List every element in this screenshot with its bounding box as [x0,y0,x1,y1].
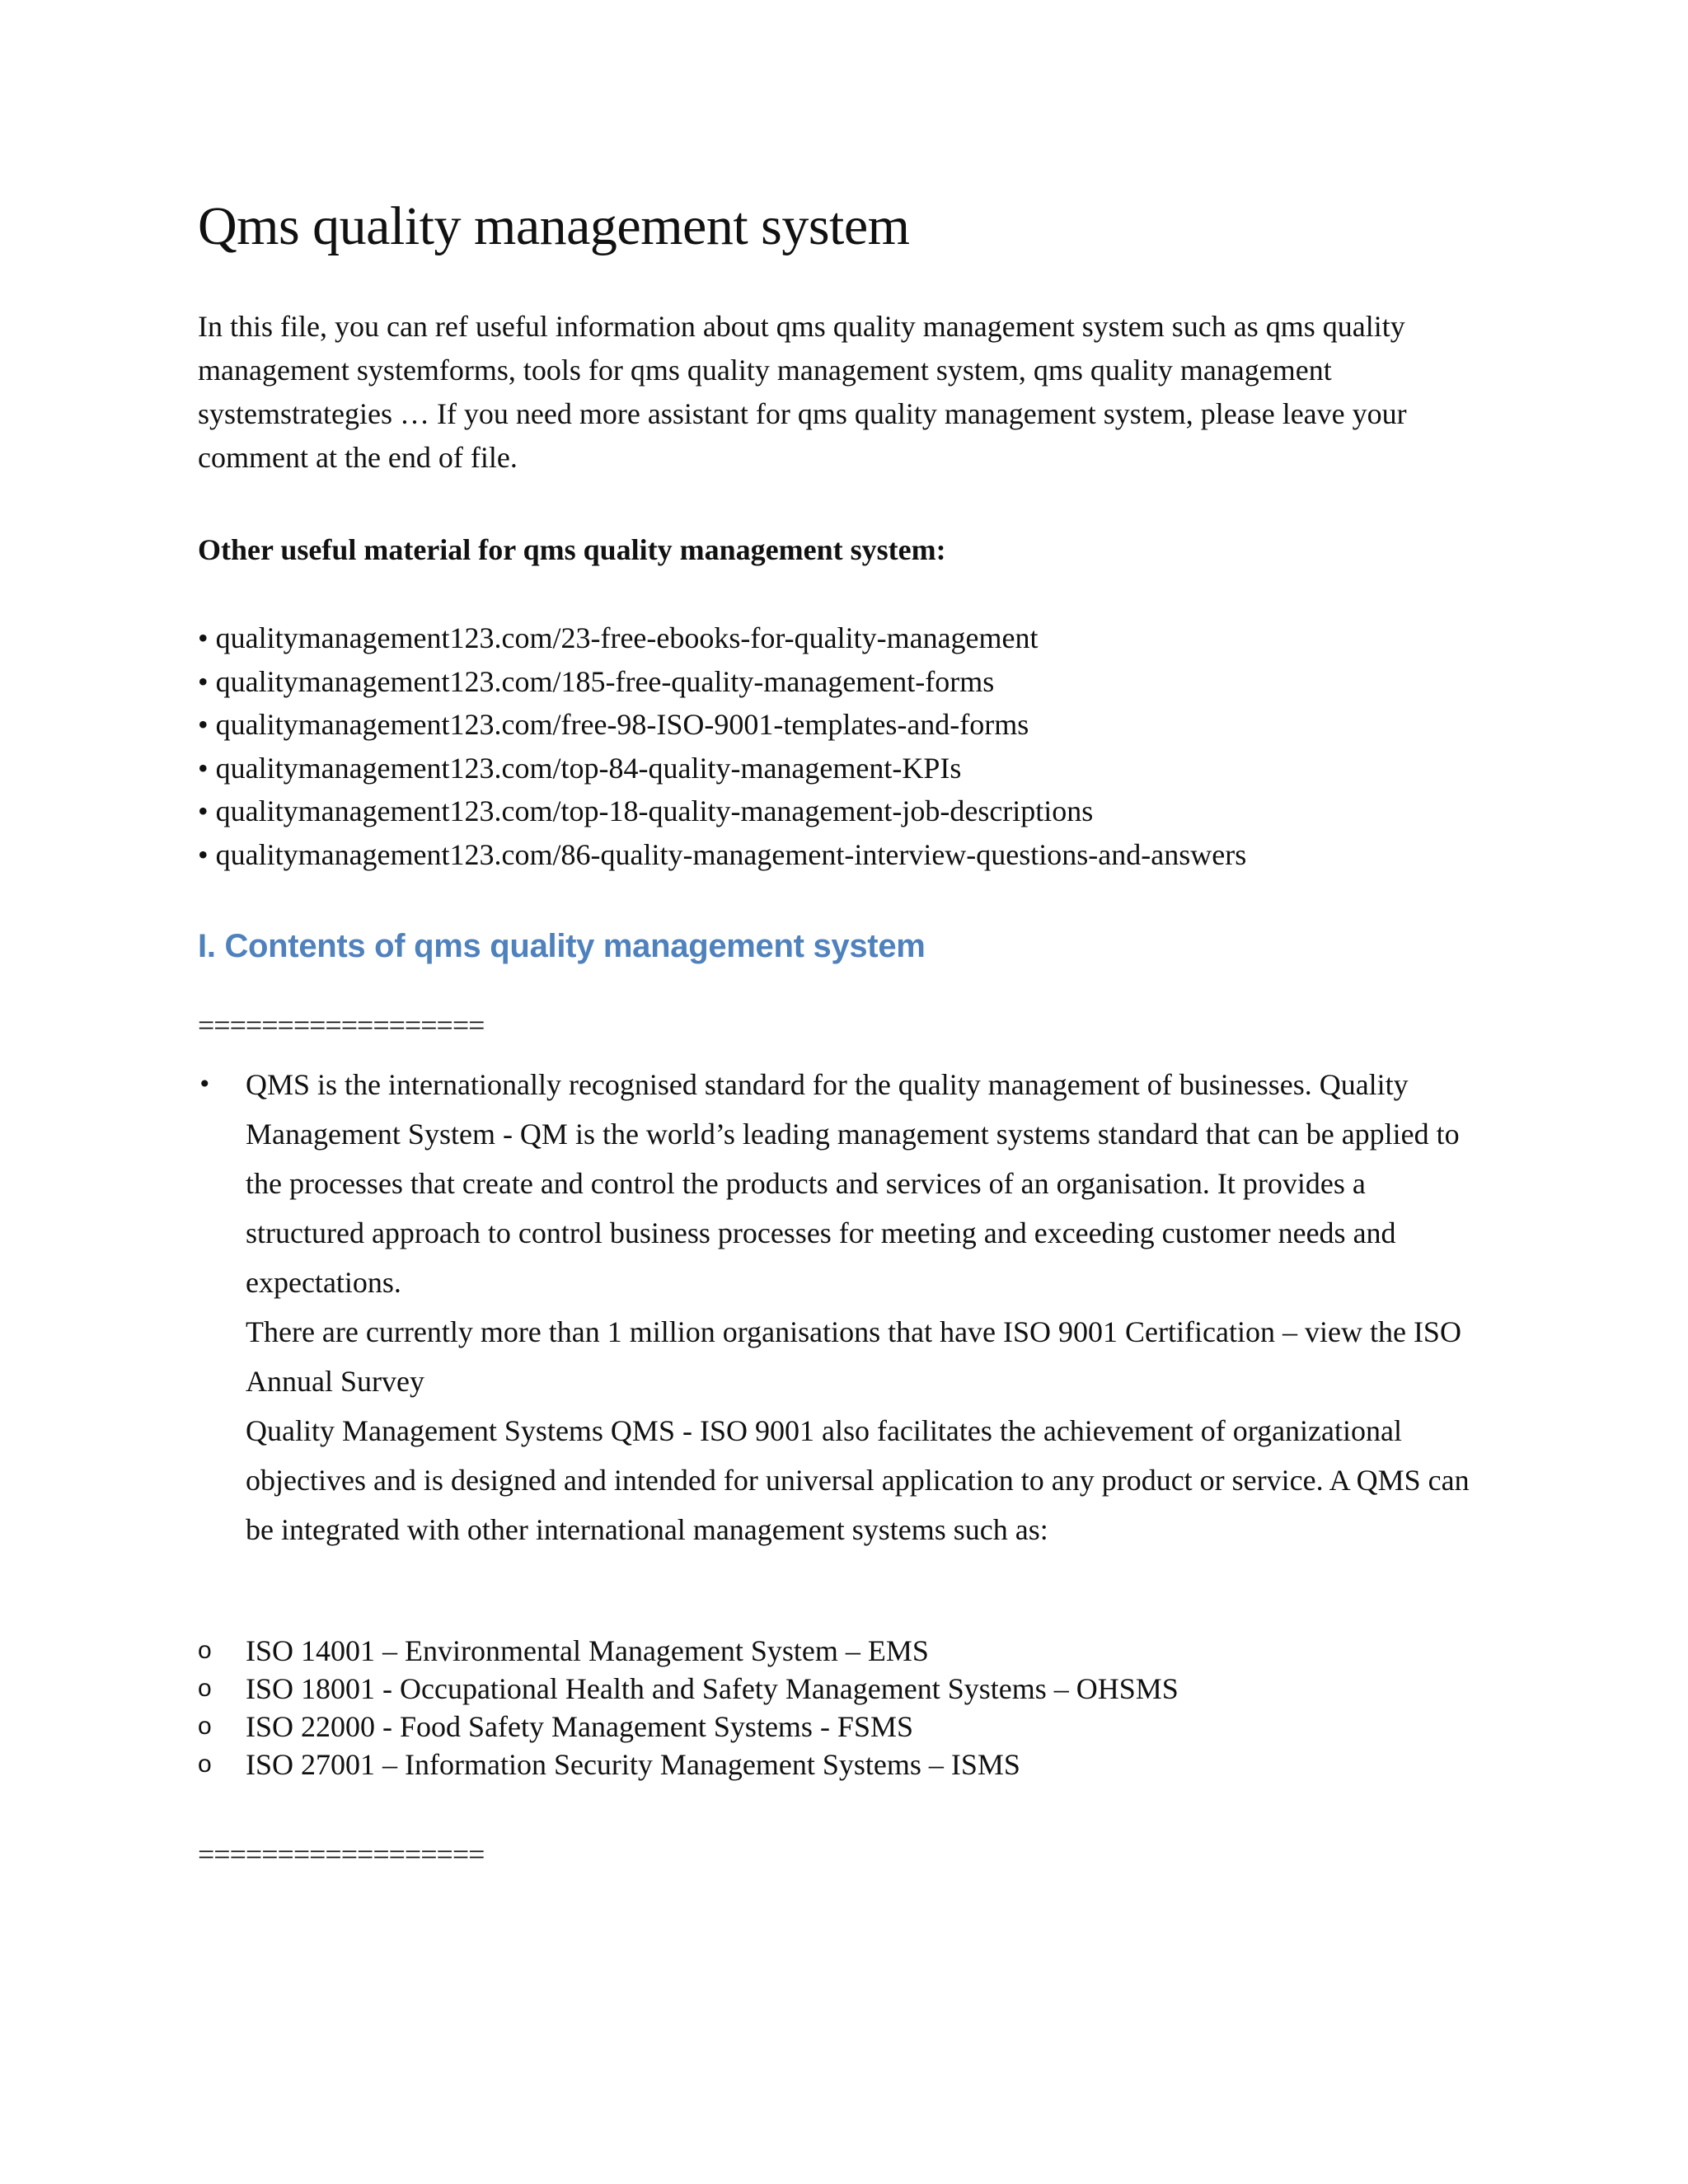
resource-link-item[interactable]: • qualitymanagement123.com/top-18-quality-management-job-descriptions [198,794,1094,827]
bullet-paragraph: There are currently more than 1 million organisations that have ISO 9001 Certification – view the ISO Annual Survey [246,1315,1461,1398]
bullet-text [246,1060,1484,1554]
section-heading: I. Contents of qms quality management system [198,928,926,964]
other-material-heading: Other useful material for qms quality management system: [198,533,946,566]
intro-paragraph: In this file, you can ref useful information about qms quality management system such as qms quality management systemforms, tools for qms quality management system, qms quality management systemstrategies … If you need more assistant for qms quality management system, please leave your comment at the end of file. [198,310,1407,474]
iso-standards-list [198,1632,1179,1783]
resource-link-item[interactable]: • qualitymanagement123.com/86-quality-management-interview-questions-and-answers [198,837,1247,871]
iso-standard-text: ISO 27001 – Information Security Management Systems – ISMS [246,1748,1020,1781]
bullet-paragraph: QMS is the internationally recognised standard for the quality management of businesses. Quality Management System - QM is the world’s leading management systems standard that can be applied to the processes that create and control the products and services of an organisation. It provides a structured approach to control business processes for meeting and exceeding customer needs and expectations. [246,1068,1460,1299]
resource-link-list [198,616,1246,876]
iso-standard-text: ISO 22000 - Food Safety Management Systems - FSMS [246,1710,913,1743]
iso-standard-item [198,1708,1179,1746]
separator-top: ================== [198,1009,485,1042]
bullet-dot-icon: • [198,1071,212,1098]
resource-link-item[interactable]: • qualitymanagement123.com/top-84-quality-management-KPIs [198,751,962,785]
circle-bullet-icon: o [198,1713,212,1740]
circle-bullet-icon: o [198,1750,212,1778]
iso-standard-text: ISO 18001 - Occupational Health and Safety Management Systems – OHSMS [246,1672,1179,1705]
iso-standard-item [198,1632,1179,1670]
circle-bullet-icon: o [198,1675,212,1702]
resource-link-item[interactable]: • qualitymanagement123.com/free-98-ISO-9001-templates-and-forms [198,708,1029,741]
separator-bottom: ================== [198,1838,485,1871]
resource-link-item[interactable]: • qualitymanagement123.com/23-free-ebooks-for-quality-management [198,621,1039,654]
bullet-paragraph: Quality Management Systems QMS - ISO 9001 also facilitates the achievement of organizational objectives and is designed and intended for universal application to any product or service. A QMS can be integrated with other international management systems such as: [246,1414,1470,1546]
page-title: Qms quality management system [198,196,910,256]
iso-standard-item [198,1746,1179,1783]
iso-standard-text: ISO 14001 – Environmental Management System – EMS [246,1634,929,1667]
resource-link-item[interactable]: • qualitymanagement123.com/185-free-quality-management-forms [198,664,995,698]
document-page [198,190,1484,1871]
iso-standard-item [198,1670,1179,1708]
circle-bullet-icon: o [198,1637,212,1664]
